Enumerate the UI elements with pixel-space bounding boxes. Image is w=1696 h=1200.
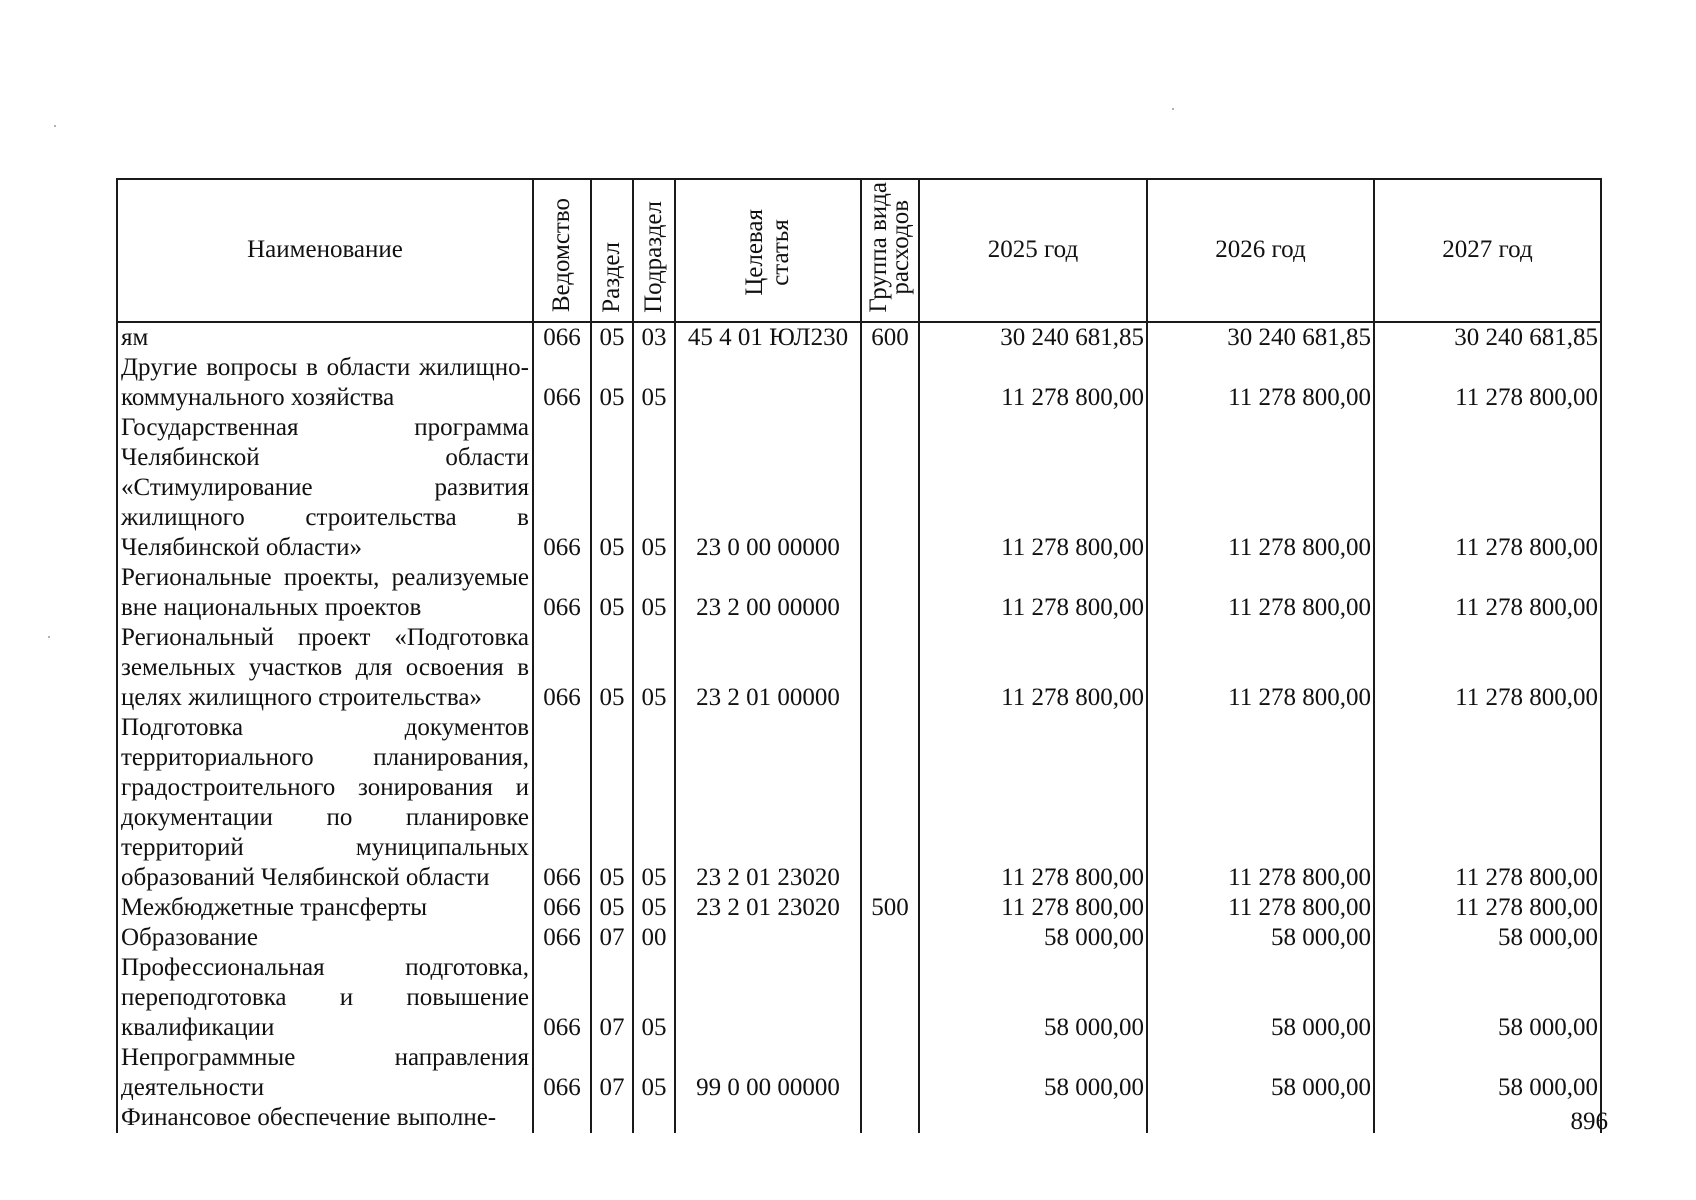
cell-razdel: 05 <box>591 353 633 413</box>
cell-podrazdel: 05 <box>633 953 675 1043</box>
cell-amount-2025: 11 278 800,00 <box>919 893 1147 923</box>
cell-vedomstvo: 066 <box>533 563 591 623</box>
cell-amount-2027: 11 278 800,00 <box>1374 353 1601 413</box>
table-row <box>117 953 1601 1043</box>
table-row <box>117 1103 1601 1133</box>
cell-target-article: 23 2 00 00000 <box>675 563 861 623</box>
cell-podrazdel: 05 <box>633 353 675 413</box>
cell-vedomstvo: 066 <box>533 923 591 953</box>
header-group <box>861 179 919 322</box>
cell-target-article: 23 2 01 23020 <box>675 893 861 923</box>
header-razdel-label: Раздел <box>598 241 625 313</box>
cell-podrazdel: 05 <box>633 413 675 563</box>
row-name: Другие вопросы в области жилищно-коммунального хозяйства <box>117 353 533 413</box>
cell-expense-group <box>861 353 919 413</box>
cell-target-article <box>675 353 861 413</box>
header-target <box>675 179 861 322</box>
cell-amount-2027: 58 000,00 <box>1374 953 1601 1043</box>
cell-razdel: 05 <box>591 413 633 563</box>
cell-podrazdel: 00 <box>633 923 675 953</box>
cell-expense-group <box>861 713 919 893</box>
row-name: Региональные проекты, реализуемые вне национальных проектов <box>117 563 533 623</box>
cell-amount-2026: 11 278 800,00 <box>1147 413 1374 563</box>
scan-speck <box>1172 108 1174 110</box>
cell-razdel <box>591 1103 633 1133</box>
cell-vedomstvo: 066 <box>533 953 591 1043</box>
header-podrazdel <box>633 179 675 322</box>
cell-podrazdel: 05 <box>633 623 675 713</box>
cell-razdel: 05 <box>591 713 633 893</box>
cell-amount-2027: 11 278 800,00 <box>1374 563 1601 623</box>
cell-vedomstvo: 066 <box>533 893 591 923</box>
cell-razdel: 05 <box>591 893 633 923</box>
row-name: Региональный проект «Подготовка земельных участков для освоения в целях жилищного строительства» <box>117 623 533 713</box>
header-year-2026: 2026 год <box>1147 179 1374 322</box>
cell-razdel: 07 <box>591 953 633 1043</box>
cell-expense-group <box>861 1043 919 1103</box>
cell-podrazdel: 05 <box>633 563 675 623</box>
cell-razdel: 05 <box>591 623 633 713</box>
cell-razdel: 05 <box>591 563 633 623</box>
cell-amount-2026: 11 278 800,00 <box>1147 563 1374 623</box>
header-year-2027: 2027 год <box>1374 179 1601 322</box>
cell-target-article: 23 2 01 00000 <box>675 623 861 713</box>
cell-expense-group <box>861 563 919 623</box>
cell-amount-2025 <box>919 1103 1147 1133</box>
header-name: Наименование <box>117 179 533 322</box>
cell-target-article <box>675 923 861 953</box>
cell-amount-2025: 11 278 800,00 <box>919 713 1147 893</box>
row-name: Межбюджетные трансферты <box>117 893 533 923</box>
cell-amount-2027: 58 000,00 <box>1374 1043 1601 1103</box>
table-row <box>117 563 1601 623</box>
cell-amount-2025: 11 278 800,00 <box>919 413 1147 563</box>
row-name: Подготовка документов территориального планирования, градостроительного зонирования и документации по планировке территорий муниципальных образований Челябинской области <box>117 713 533 893</box>
cell-razdel: 07 <box>591 1043 633 1103</box>
cell-razdel: 05 <box>591 322 633 353</box>
row-name: Образование <box>117 923 533 953</box>
cell-amount-2026: 30 240 681,85 <box>1147 322 1374 353</box>
row-name: Государственная программа Челябинской области «Стимулирование развития жилищного строительства в Челябинской области» <box>117 413 533 563</box>
cell-amount-2027: 11 278 800,00 <box>1374 713 1601 893</box>
cell-expense-group: 600 <box>861 322 919 353</box>
scan-speck <box>48 636 50 638</box>
cell-amount-2027: 11 278 800,00 <box>1374 413 1601 563</box>
cell-amount-2026: 11 278 800,00 <box>1147 353 1374 413</box>
cell-amount-2026: 11 278 800,00 <box>1147 623 1374 713</box>
page-number: 896 <box>1570 1108 1608 1135</box>
cell-vedomstvo: 066 <box>533 353 591 413</box>
row-name: Финансовое обеспечение выполне- <box>117 1103 533 1133</box>
cell-vedomstvo: 066 <box>533 1043 591 1103</box>
row-name: ям <box>117 322 533 353</box>
cell-razdel: 07 <box>591 923 633 953</box>
scan-speck <box>54 125 56 127</box>
cell-amount-2025: 30 240 681,85 <box>919 322 1147 353</box>
table-header-row <box>117 179 1601 322</box>
cell-expense-group <box>861 923 919 953</box>
cell-podrazdel: 05 <box>633 713 675 893</box>
table-row <box>117 623 1601 713</box>
cell-target-article: 23 2 01 23020 <box>675 713 861 893</box>
table-row <box>117 1043 1601 1103</box>
cell-amount-2026: 11 278 800,00 <box>1147 893 1374 923</box>
cell-amount-2025: 11 278 800,00 <box>919 563 1147 623</box>
header-group-label: Группа вида расходов <box>865 182 914 313</box>
cell-amount-2026: 58 000,00 <box>1147 1043 1374 1103</box>
table-row <box>117 893 1601 923</box>
cell-amount-2025: 58 000,00 <box>919 923 1147 953</box>
cell-vedomstvo: 066 <box>533 413 591 563</box>
cell-vedomstvo: 066 <box>533 322 591 353</box>
cell-expense-group <box>861 623 919 713</box>
cell-target-article: 99 0 00 00000 <box>675 1043 861 1103</box>
cell-expense-group <box>861 953 919 1043</box>
cell-amount-2025: 58 000,00 <box>919 953 1147 1043</box>
header-vedomstvo-label: Ведомство <box>548 198 575 313</box>
cell-target-article: 23 0 00 00000 <box>675 413 861 563</box>
table-row <box>117 923 1601 953</box>
table-row <box>117 322 1601 353</box>
header-podrazdel-label: Подраздел <box>640 200 667 313</box>
cell-vedomstvo <box>533 1103 591 1133</box>
cell-target-article <box>675 953 861 1043</box>
cell-podrazdel: 05 <box>633 893 675 923</box>
cell-vedomstvo: 066 <box>533 623 591 713</box>
header-vedomstvo <box>533 179 591 322</box>
cell-amount-2025: 11 278 800,00 <box>919 623 1147 713</box>
cell-amount-2026: 11 278 800,00 <box>1147 713 1374 893</box>
cell-podrazdel: 05 <box>633 1043 675 1103</box>
cell-target-article <box>675 1103 861 1133</box>
cell-amount-2027: 58 000,00 <box>1374 923 1601 953</box>
cell-expense-group <box>861 1103 919 1133</box>
cell-amount-2027: 30 240 681,85 <box>1374 322 1601 353</box>
cell-amount-2025: 11 278 800,00 <box>919 353 1147 413</box>
cell-expense-group: 500 <box>861 893 919 923</box>
cell-amount-2026: 58 000,00 <box>1147 953 1374 1043</box>
cell-amount-2026 <box>1147 1103 1374 1133</box>
row-name: Непрограммные направления деятельности <box>117 1043 533 1103</box>
cell-amount-2027: 11 278 800,00 <box>1374 893 1601 923</box>
header-target-label: Целевая статья <box>741 208 794 296</box>
budget-table <box>116 178 1602 1133</box>
table-row <box>117 413 1601 563</box>
cell-podrazdel <box>633 1103 675 1133</box>
cell-amount-2025: 58 000,00 <box>919 1043 1147 1103</box>
table-row <box>117 713 1601 893</box>
row-name: Профессиональная подготовка, переподготовка и повышение квалификации <box>117 953 533 1043</box>
cell-amount-2026: 58 000,00 <box>1147 923 1374 953</box>
cell-vedomstvo: 066 <box>533 713 591 893</box>
table-row <box>117 353 1601 413</box>
cell-expense-group <box>861 413 919 563</box>
cell-amount-2027: 11 278 800,00 <box>1374 623 1601 713</box>
header-razdel <box>591 179 633 322</box>
cell-podrazdel: 03 <box>633 322 675 353</box>
cell-target-article: 45 4 01 ЮЛ230 <box>675 322 861 353</box>
header-year-2025: 2025 год <box>919 179 1147 322</box>
